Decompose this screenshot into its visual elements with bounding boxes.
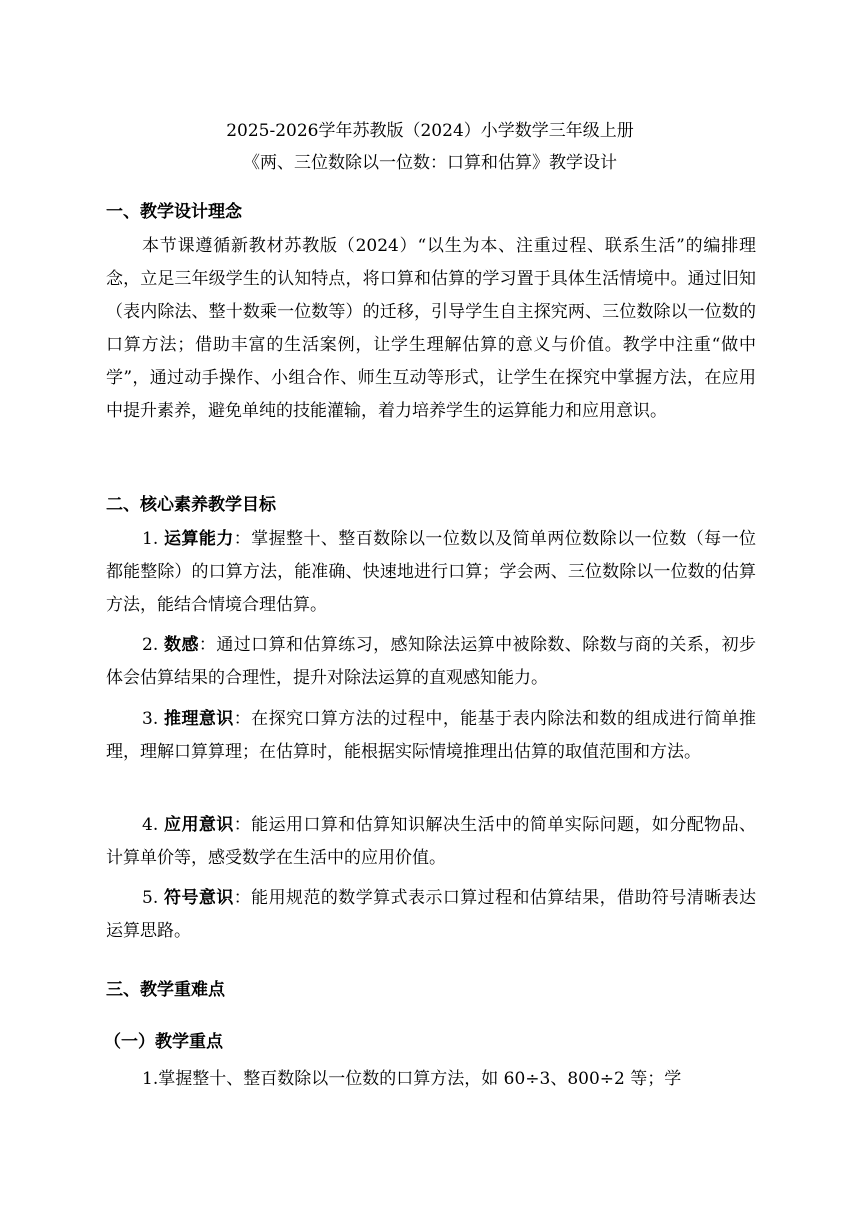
objective-number: 2. [142,635,165,655]
objective-number: 4. [142,815,165,835]
objective-text: ：能用规范的数学算式表示口算过程和估算结果，借助符号清晰表达运算思路。 [106,888,757,941]
objective-term: 运算能力 [164,529,234,549]
key-point-item-1: 1.掌握整十、整百数除以一位数的口算方法，如 60÷3、800÷2 等；学 [142,1069,682,1089]
objective-term: 数感 [164,635,199,655]
objective-text: ：掌握整十、整百数除以一位数以及简单两位数除以一位数（每一位都能整除）的口算方法，能准确、快速地进行口算；学会两、三位数除以一位数的估算方法，能结合情境合理估算。 [106,529,757,615]
document-title-line1: 2025-2026学年苏教版（2024）小学数学三年级上册 [226,121,634,141]
objective-item-2 [106,629,756,695]
objective-item-1 [106,523,756,622]
section1-body: 本节课遵循新教材苏教版（2024）“以生为本、注重过程、联系生活”的编排理念，立足三年级学生的认知特点，将口算和估算的学习置于具体生活情境中。通过旧知（表内除法、整十数乘一位数等）的迁移，引导学生自主探究两、三位数除以一位数的口算方法；借助丰富的生活案例，让学生理解估算的意义与价值。教学中注重“做中学”，通过动手操作、小组合作、师生互动等形式，让学生在探究中掌握方法，在应用中提升素养，避免单纯的技能灌输，着力培养学生的运算能力和应用意识。 [106,236,756,421]
section3-heading: 三、教学重难点 [106,980,225,1000]
objective-text: ：在探究口算方法的过程中，能基于表内除法和数的组成进行简单推理，理解口算算理；在估算时，能根据实际情境推理出估算的取值范围和方法。 [106,709,757,762]
objective-term: 应用意识 [164,815,234,835]
section1-heading: 一、教学设计理念 [106,202,242,222]
objective-term: 符号意识 [164,888,234,908]
objective-number: 5. [142,888,165,908]
objective-text: ：通过口算和估算练习，感知除法运算中被除数、除数与商的关系，初步体会估算结果的合理性，提升对除法运算的直观感知能力。 [106,635,757,688]
section2-heading: 二、核心素养教学目标 [106,495,276,515]
objective-item-5 [106,882,756,948]
section3-subheading: （一）教学重点 [104,1032,223,1052]
objective-term: 推理意识 [164,709,234,729]
objective-item-3 [106,703,756,769]
document-title-line2: 《两、三位数除以一位数：口算和估算》教学设计 [243,153,617,173]
objective-number: 3. [142,709,165,729]
objective-number: 1. [142,529,165,549]
objective-item-4 [106,809,756,875]
objective-text: ：能运用口算和估算知识解决生活中的简单实际问题，如分配物品、计算单价等，感受数学在生活中的应用价值。 [106,815,757,868]
